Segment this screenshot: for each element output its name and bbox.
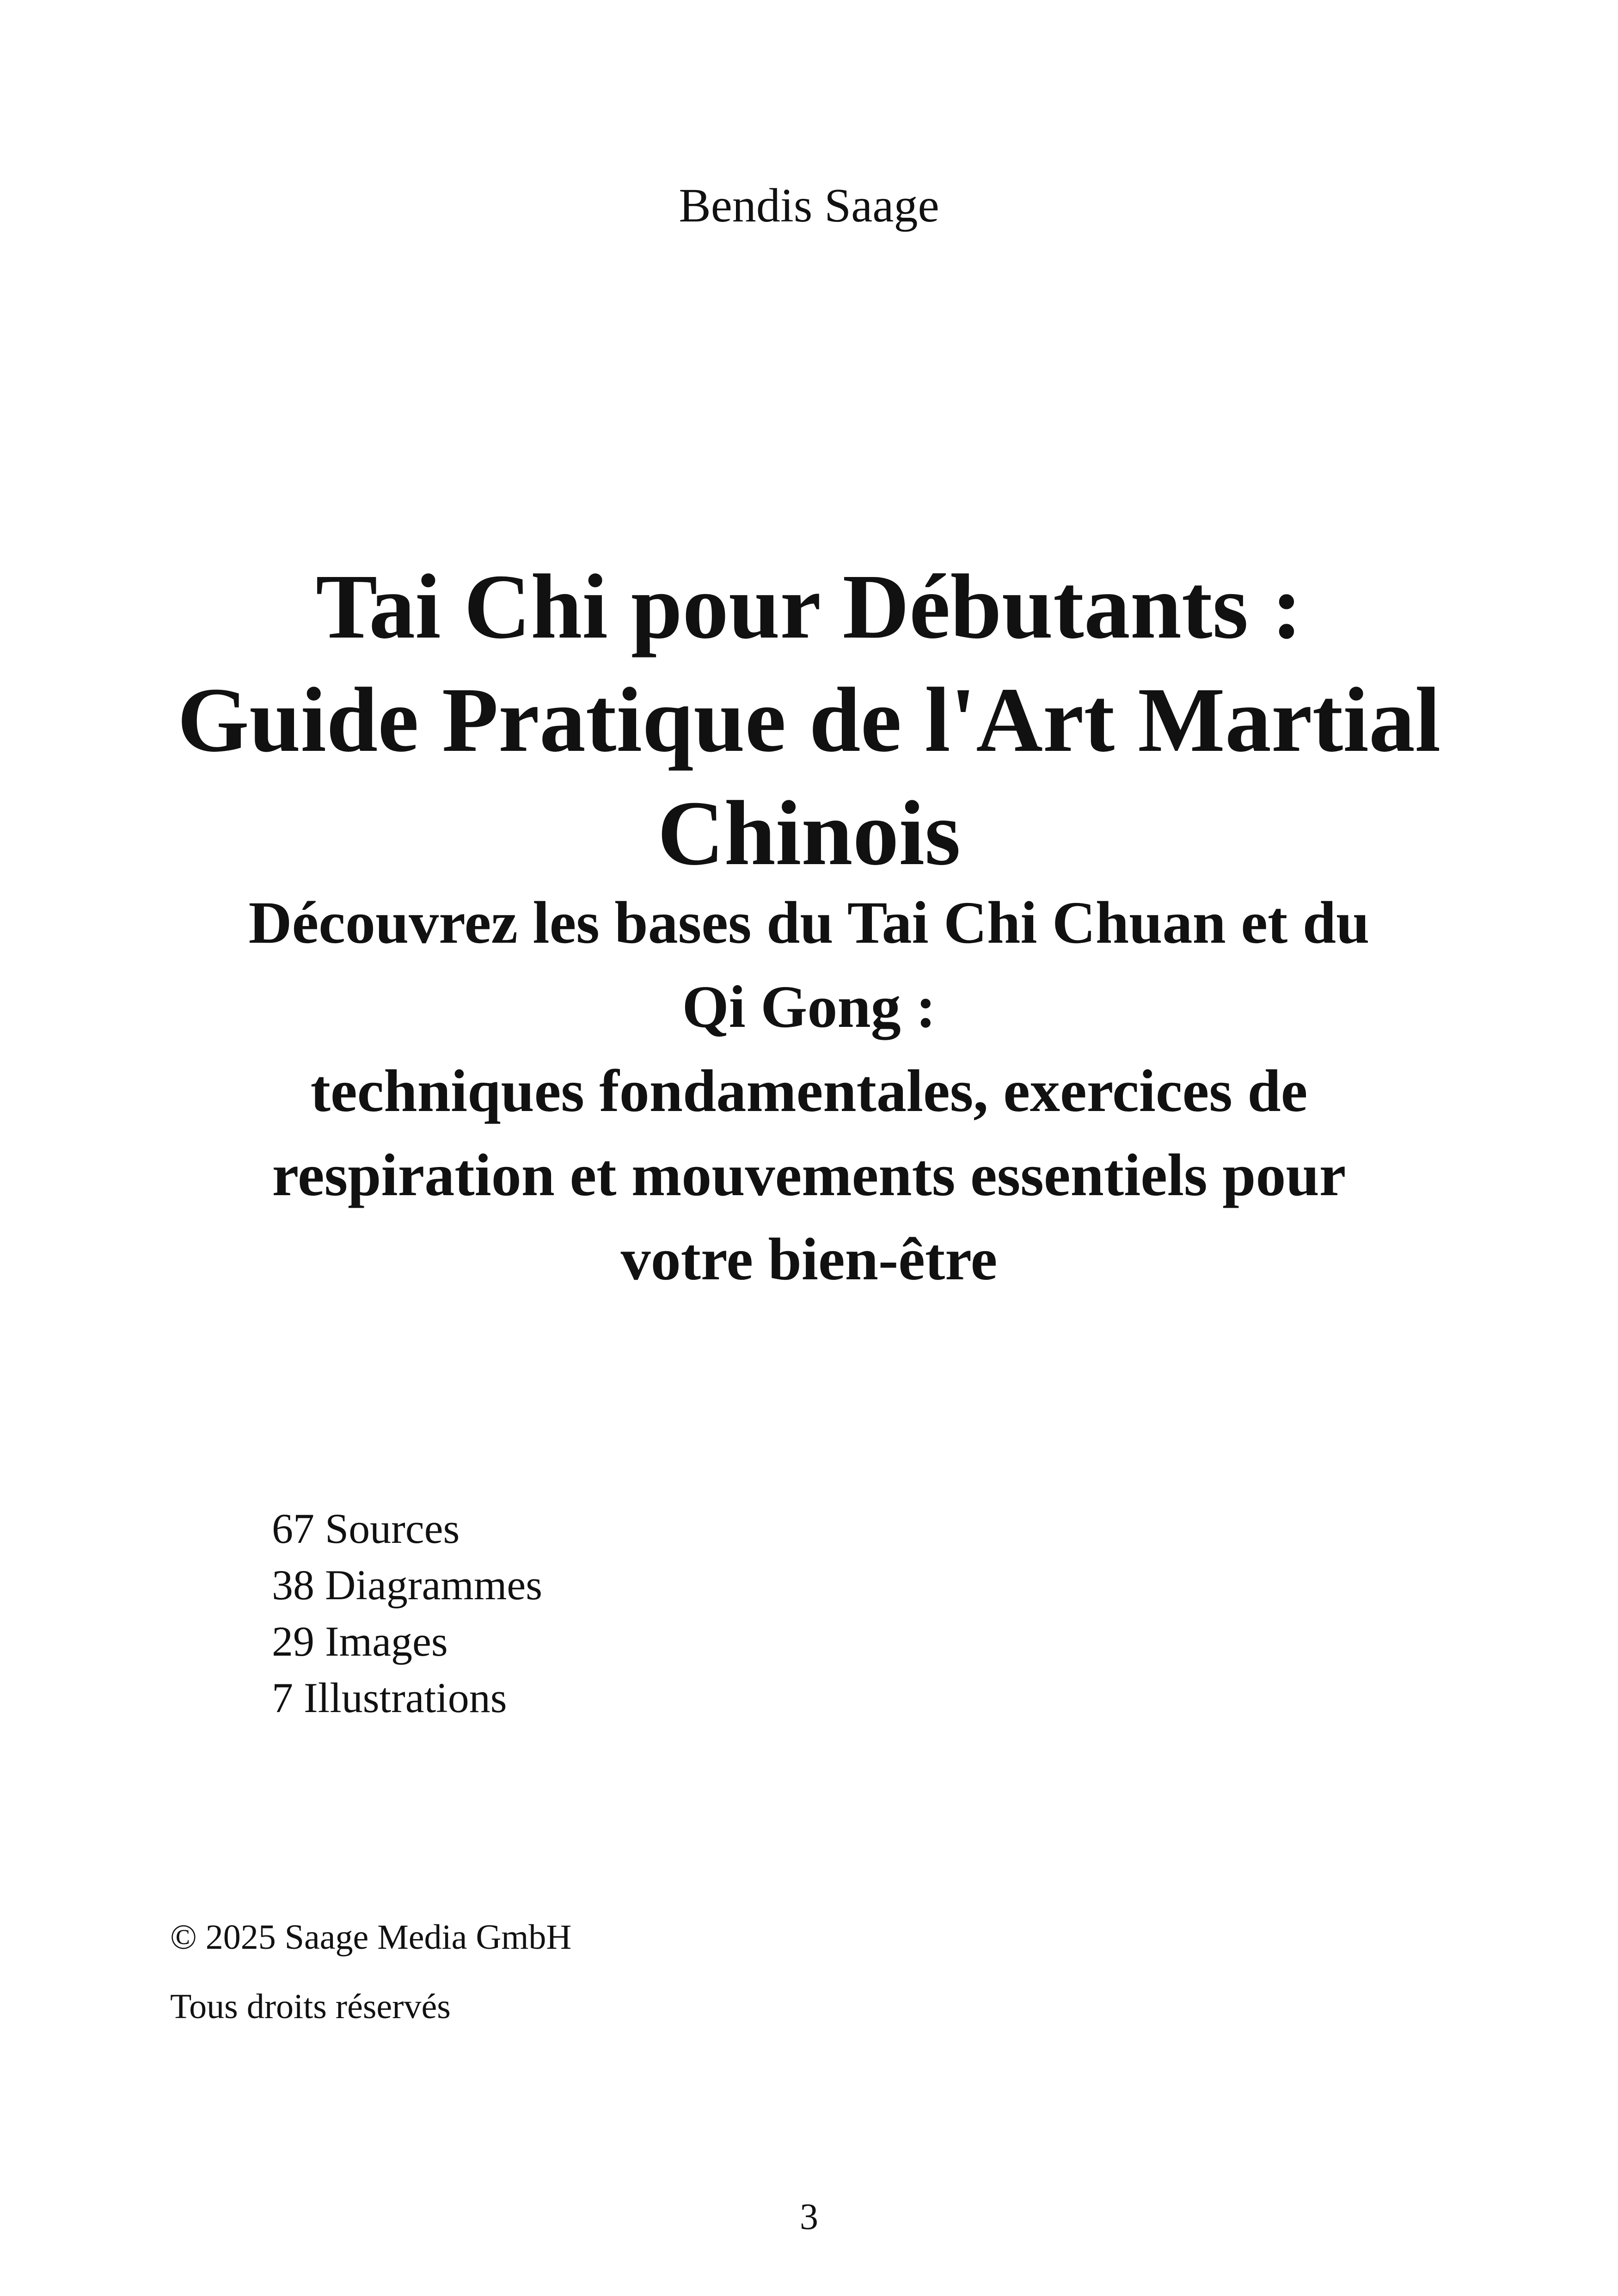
title-line: Chinois bbox=[657, 782, 961, 884]
subtitle-line: votre bien-être bbox=[620, 1226, 998, 1293]
content-stats-list bbox=[272, 1500, 542, 1726]
title-line: Guide Pratique de l'Art Martial bbox=[177, 669, 1441, 771]
page-number: 3 bbox=[800, 2197, 818, 2237]
rights-notice: Tous droits réservés bbox=[170, 1987, 451, 2026]
subtitle-line: techniques fondamentales, exercices de bbox=[310, 1058, 1308, 1124]
book-title bbox=[139, 550, 1479, 890]
stat-images: 29 Images bbox=[272, 1618, 448, 1665]
subtitle-line: respiration et mouvements essentiels pour bbox=[272, 1142, 1346, 1209]
copyright-notice: © 2025 Saage Media GmbH bbox=[170, 1918, 572, 1957]
stat-sources: 67 Sources bbox=[272, 1505, 460, 1552]
author-name: Bendis Saage bbox=[679, 179, 939, 232]
stat-illustrations: 7 Illustrations bbox=[272, 1674, 507, 1721]
subtitle-line: Découvrez les bases du Tai Chi Chuan et du bbox=[248, 890, 1370, 956]
subtitle-line: Qi Gong : bbox=[682, 974, 936, 1040]
stat-diagrams: 38 Diagrammes bbox=[272, 1561, 543, 1608]
book-subtitle bbox=[139, 881, 1479, 1301]
title-line: Tai Chi pour Débutants : bbox=[316, 556, 1302, 658]
